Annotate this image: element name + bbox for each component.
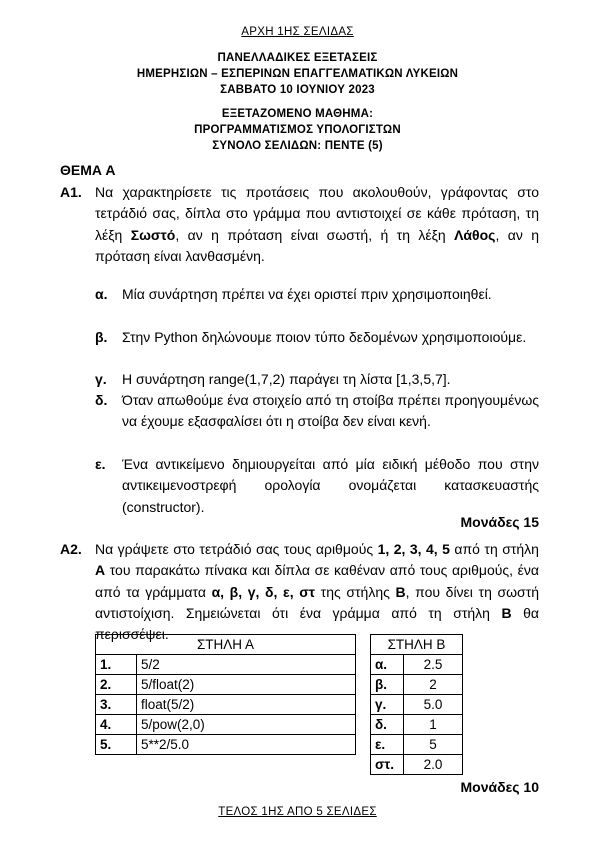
question-a2-label: Α2. — [60, 541, 82, 557]
row-number: 5. — [96, 735, 137, 755]
exam-schools: ΗΜΕΡΗΣΙΩΝ – ΕΣΠΕΡΙΝΩΝ ΕΠΑΓΓΕΛΜΑΤΙΚΩΝ ΛΥΚΕΙΩΝ — [136, 68, 459, 80]
subject-label: ΕΞΕΤΑΖΟΜΕΝΟ ΜΑΘΗΜΑ: — [221, 108, 374, 120]
row-letter: β. — [371, 675, 404, 695]
table-gap — [356, 675, 371, 695]
section-title: ΘΕΜΑ Α — [60, 162, 116, 178]
row-expression: float(5/2) — [137, 695, 356, 715]
subject-name: ΠΡΟΓΡΑΜΜΑΤΙΣΜΟΣ ΥΠΟΛΟΓΙΣΤΩΝ — [194, 124, 401, 136]
item-d-label: δ. — [95, 392, 108, 408]
table-gap — [356, 655, 371, 675]
table-row — [96, 715, 463, 735]
row-number: 3. — [96, 695, 137, 715]
page-count: ΣΥΝΟΛΟ ΣΕΛΙΔΩΝ: ΠΕΝΤΕ (5) — [212, 140, 383, 152]
empty-cell — [356, 755, 371, 775]
exam-date: ΣΑΒΒΑΤΟ 10 ΙΟΥΝΙΟΥ 2023 — [220, 84, 375, 96]
item-a-label: α. — [95, 286, 108, 302]
question-a1-text: Να χαρακτηρίσετε τις προτάσεις που ακολουθούν, γράφοντας στο τετράδιό σας, δίπλα στο γράμμα που αντιστοιχεί σε κάθε πρόταση, τη λέξη Σωστό, αν η πρόταση είναι σωστή, ή τη λέξη Λάθος, αν η πρόταση είναι λανθασμένη. — [95, 184, 539, 264]
row-value: 2 — [404, 675, 463, 695]
column-a-header: ΣΤΗΛΗ Α — [96, 635, 356, 655]
page-start-marker: ΑΡΧΗ 1ΗΣ ΣΕΛΙΔΑΣ — [241, 26, 354, 38]
item-e-text: Ένα αντικείμενο δημιουργείται από μία ειδική μέθοδο που στην αντικειμενοστρεφή ορολογία ονομάζεται κατασκευαστής (constructor). — [122, 456, 539, 515]
table-row — [96, 675, 463, 695]
matching-table — [95, 634, 463, 775]
row-value: 5.0 — [404, 695, 463, 715]
table-gap — [356, 715, 371, 735]
table-row — [96, 755, 463, 775]
page-end-marker: ΤΕΛΟΣ 1ΗΣ ΑΠΟ 5 ΣΕΛΙΔΕΣ — [218, 806, 377, 818]
item-b-label: β. — [95, 329, 108, 345]
question-a1-label: Α1. — [60, 184, 82, 200]
row-expression: 5/pow(2,0) — [137, 715, 356, 735]
table-gap — [356, 635, 371, 655]
row-value: 2.0 — [404, 755, 463, 775]
row-letter: στ. — [371, 755, 404, 775]
row-letter: γ. — [371, 695, 404, 715]
row-value: 2.5 — [404, 655, 463, 675]
row-expression: 5/2 — [137, 655, 356, 675]
item-a-text: Μία συνάρτηση πρέπει να έχει οριστεί πριν χρησιμοποιηθεί. — [122, 286, 492, 302]
row-value: 5 — [404, 735, 463, 755]
row-letter: α. — [371, 655, 404, 675]
item-e-label: ε. — [95, 456, 106, 472]
table-row — [96, 695, 463, 715]
empty-cell — [137, 755, 356, 775]
empty-cell — [96, 755, 137, 775]
row-number: 4. — [96, 715, 137, 735]
a1-marks: Μονάδες 15 — [460, 514, 539, 530]
item-b-text: Στην Python δηλώνουμε ποιον τύπο δεδομένων χρησιμοποιούμε. — [122, 329, 527, 345]
question-a2-text: Να γράψετε στο τετράδιό σας τους αριθμούς 1, 2, 3, 4, 5 από τη στήλη Α του παρακάτω πίνακα και δίπλα σε καθέναν από τους αριθμούς, ένα από τα γράμματα α, β, γ, δ, ε, στ της στήλης Β, που δίνει τη σωστή αντιστοίχιση. Σημειώνεται ότι ένα γράμμα από τη στήλη Β θα περισσέψει. — [95, 541, 540, 643]
column-b-header: ΣΤΗΛΗ Β — [371, 635, 463, 655]
row-expression: 5**2/5.0 — [137, 735, 356, 755]
a2-marks: Μονάδες 10 — [460, 779, 539, 795]
table-gap — [356, 735, 371, 755]
table-row — [96, 655, 463, 675]
row-letter: δ. — [371, 715, 404, 735]
table-header-row — [96, 635, 463, 655]
row-expression: 5/float(2) — [137, 675, 356, 695]
table-gap — [356, 695, 371, 715]
item-c-text: Η συνάρτηση range(1,7,2) παράγει τη λίστα [1,3,5,7]. — [122, 371, 451, 387]
item-c-label: γ. — [95, 371, 107, 387]
row-value: 1 — [404, 715, 463, 735]
exam-title: ΠΑΝΕΛΛΑΔΙΚΕΣ ΕΞΕΤΑΣΕΙΣ — [217, 52, 378, 64]
row-number: 2. — [96, 675, 137, 695]
item-d-text: Όταν απωθούμε ένα στοιχείο από τη στοίβα πρέπει προηγουμένως να έχουμε εξασφαλίσει ότι η στοίβα δεν είναι κενή. — [122, 392, 539, 430]
row-number: 1. — [96, 655, 137, 675]
row-letter: ε. — [371, 735, 404, 755]
table-row — [96, 735, 463, 755]
